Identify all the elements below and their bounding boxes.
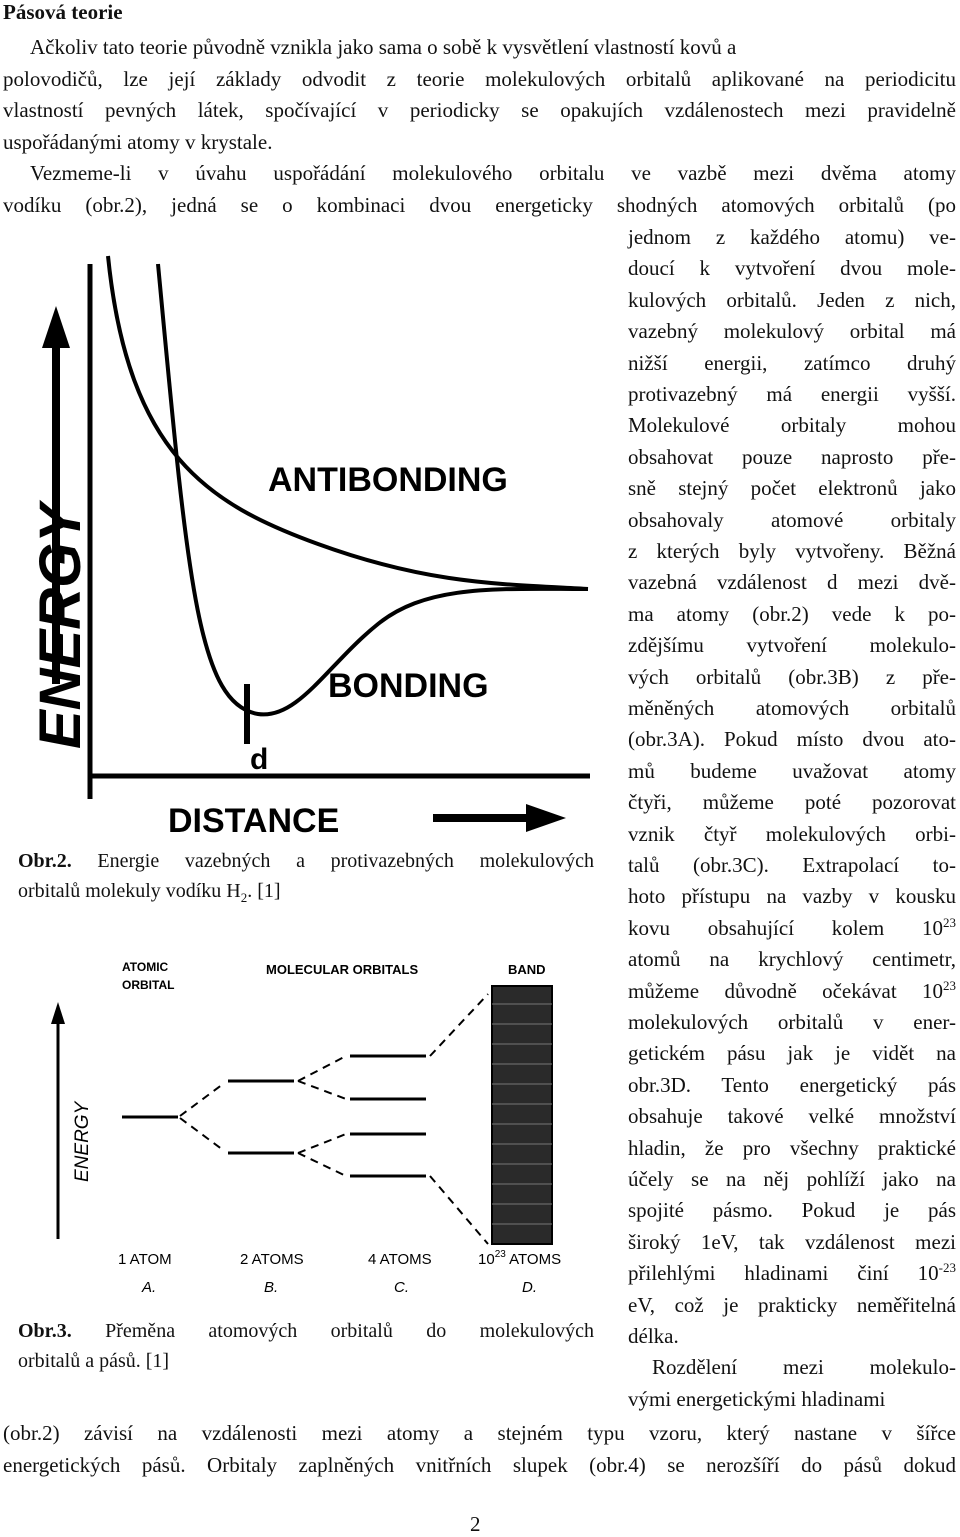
atomic-orbital-label-1: ATOMIC xyxy=(122,960,169,974)
column-text-line: obsahovaly atomové orbitaly xyxy=(628,507,956,532)
column-text-line: getickém pásu jak je vidět na xyxy=(628,1041,956,1066)
figure2-caption-text: Energie vazebných a protivazebných molekulových xyxy=(71,850,594,872)
figure2-caption-label: Obr.2. xyxy=(18,850,72,872)
column-text-line: vznik čtyř molekulových orbi- xyxy=(628,821,956,846)
section-heading: Pásová teorie xyxy=(3,0,123,24)
column-text-line: doucí k vytvoření dvou mole- xyxy=(628,256,956,281)
letter-a: A. xyxy=(142,1279,157,1296)
label-2-atoms: 2 ATOMS xyxy=(240,1251,304,1268)
text-line: Ačkoliv tato teorie původně vznikla jako sama o sobě k vysvětlení vlastností kovů a xyxy=(30,35,737,59)
figure3-caption xyxy=(18,1316,594,1376)
column-text-line: zdějšímu vytvoření molekulo- xyxy=(628,633,956,658)
atomic-orbital-label-2: ORBITAL xyxy=(122,978,175,992)
letter-b: B. xyxy=(264,1279,279,1296)
column-text-line: jednom z každého atomu) ve- xyxy=(628,225,956,249)
column-text-line: široký 1eV, tak vzdálenost mezi xyxy=(628,1229,956,1254)
figure-energy-curves xyxy=(18,244,594,839)
figure3-caption-text-2: orbitalů a pásů. [1] xyxy=(18,1350,170,1372)
d-label: d xyxy=(250,743,269,776)
text-line: vodíku (obr.2), jedná se o kombinaci dvou energeticky shodných atomových orbitalů (po xyxy=(3,193,956,217)
energy-axis-label: ENERGY xyxy=(72,1101,93,1182)
column-text-line: vazebný molekulový orbital má xyxy=(628,319,956,344)
column-text-line: mů budeme uvažovat atomy xyxy=(628,758,956,783)
label-1-atom: 1 ATOM xyxy=(118,1251,172,1268)
letter-d: D. xyxy=(522,1279,537,1296)
column-text-line: měněných atomových orbitalů xyxy=(628,696,956,720)
column-text-line: kovu obsahující kolem $10^{23}$ xyxy=(628,914,956,940)
figure-band-formation xyxy=(18,944,594,1302)
column-text-line: z kterých byly vytvořeny. Běžná xyxy=(628,539,956,563)
column-text-line: účely se na něj pohlíží jako na xyxy=(628,1167,956,1191)
column-text-line: vými energetickými hladinami xyxy=(628,1386,886,1411)
column-text-line: Rozdělení mezi molekulo- xyxy=(652,1355,956,1380)
column-text-line: hladin, že pro všechny praktické xyxy=(628,1135,956,1160)
column-text-line: Molekulové orbitaly mohou xyxy=(628,413,956,438)
column-text-line: obr.3D. Tento energetický pás xyxy=(628,1072,956,1097)
text-line: Vezmeme-li v úvahu uspořádání molekulového orbitalu ve vazbě mezi dvěma atomy xyxy=(30,161,956,185)
antibonding-label: ANTIBONDING xyxy=(268,461,508,499)
column-text-line: čtyři, můžeme poté pozorovat xyxy=(628,790,956,815)
text-line: uspořádanými atomy v krystale. xyxy=(3,130,273,154)
text-line: vlastností pevných látek, spočívající v periodicky se opakujích vzdálenostech mezi pravidelně xyxy=(3,98,956,122)
column-text-line: (obr.3A). Pokud místo dvou ato- xyxy=(628,727,956,752)
column-text-line: obsahuje takové velké množství xyxy=(628,1104,956,1129)
figure2-caption-text-2: orbitalů molekuly vodíku H xyxy=(18,880,241,902)
text-line: (obr.2) závisí na vzdálenosti mezi atomy a stejném typu vzoru, který nastane v šířce xyxy=(3,1421,956,1445)
text-line: energetických pásů. Orbitaly zaplněných vnitřních slupek (obr.4) se nerozšíří do pásů dokud xyxy=(3,1453,956,1477)
label-4-atoms: 4 ATOMS xyxy=(368,1251,432,1268)
distance-axis-label: DISTANCE xyxy=(168,802,340,839)
column-text-line: vazebná vzdálenost d mezi dvě- xyxy=(628,570,956,595)
column-text-line: sně stejný počet elektronů jako xyxy=(628,476,956,501)
column-text-line: kulových orbitalů. Jeden z nich, xyxy=(628,287,956,312)
figure3-caption-label: Obr.3. xyxy=(18,1320,72,1342)
molecular-orbitals-label: MOLECULAR ORBITALS xyxy=(266,962,419,977)
column-text-line: atomů na krychlový centimetr, xyxy=(628,947,956,972)
column-text-line: talů (obr.3C). Extrapolací to- xyxy=(628,853,956,877)
energy-axis-label: ENERGY xyxy=(28,504,93,749)
column-text-line: molekulových orbitalů v ener- xyxy=(628,1010,956,1034)
column-text-line: eV, což je prakticky neměřitelná xyxy=(628,1292,956,1317)
column-text-line: délka. xyxy=(628,1324,679,1348)
column-text-line: můžeme důvodně očekávat $10^{23}$ xyxy=(628,977,956,1003)
column-text-line: vých orbitalů (obr.3B) z pře- xyxy=(628,664,956,689)
energy-band xyxy=(492,986,552,1244)
column-text-line: přilehlými hladinami činí $10^{-23}$ xyxy=(628,1260,956,1286)
bonding-label: BONDING xyxy=(328,667,489,705)
figure2-caption xyxy=(18,846,594,906)
column-text-line: ma atomy (obr.2) vede k po- xyxy=(628,601,956,626)
text-line: polovodičů, lze její základy odvodit z teorie molekulových orbitalů aplikované na periodicitu xyxy=(3,67,956,91)
figure2-caption-subscript: 2 xyxy=(240,890,248,905)
column-text-line: nižší energii, zatímco druhý xyxy=(628,350,956,375)
label-1023-atoms: $10^{23}$ ATOMS xyxy=(478,1249,562,1268)
column-text-line: hoto přístupu na vazby v kousku xyxy=(628,884,956,909)
column-text-line: obsahovat pouze naprosto pře- xyxy=(628,444,956,469)
figure3-caption-text: Přeměna atomových orbitalů do molekulových xyxy=(71,1320,594,1342)
column-text-line: spojité pásmo. Pokud je pás xyxy=(628,1198,956,1223)
page-number: 2 xyxy=(470,1512,481,1536)
column-text-line: protivazebný má energii vyšší. xyxy=(628,382,956,406)
band-label: BAND xyxy=(508,962,546,977)
energy-curves-graphic xyxy=(18,244,594,839)
band-formation-graphic xyxy=(18,944,594,1302)
letter-c: C. xyxy=(394,1279,409,1296)
figure2-caption-ref: . [1] xyxy=(247,880,281,902)
